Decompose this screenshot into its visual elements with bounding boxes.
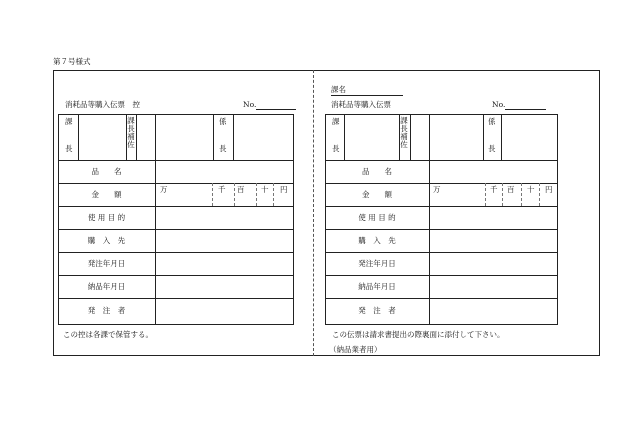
left-no-underline — [256, 109, 296, 110]
right-unit-man: 万 — [433, 185, 441, 194]
left-row-label: 納品年月日 — [87, 282, 126, 291]
right-approval-kacho-bottom: 長 — [332, 144, 340, 153]
right-approval-divider — [410, 114, 411, 160]
right-row-label: 納品年月日 — [358, 282, 396, 291]
left-row-label: 使 用 目 的 — [87, 213, 126, 222]
left-unit-man: 万 — [160, 185, 168, 194]
right-unit-hyaku: 百 — [507, 185, 515, 194]
left-amount-divider — [212, 183, 213, 206]
left-no-label: No. — [243, 100, 257, 109]
right-row-line — [325, 183, 558, 184]
right-row-line — [325, 206, 558, 207]
right-amount-divider — [521, 183, 522, 206]
left-approval-divider — [213, 114, 214, 160]
right-note: この伝票は請求書提出の際裏面に添付して下さい。 — [332, 330, 505, 339]
left-approval-divider — [78, 114, 79, 160]
left-approval-kacho-bottom: 長 — [65, 144, 73, 153]
right-dept-underline — [331, 95, 403, 96]
right-approval-kacho-top: 課 — [332, 117, 340, 126]
left-note: この控は各課で保管する。 — [63, 330, 153, 339]
right-approval-divider — [483, 114, 484, 160]
left-row-line — [58, 252, 294, 253]
right-unit-ju: 十 — [527, 185, 535, 194]
left-row-line — [58, 183, 294, 184]
left-amount-divider — [256, 183, 257, 206]
left-title: 消耗品等購入伝票 控 — [65, 100, 140, 109]
right-row-line — [325, 275, 558, 276]
right-row-line — [325, 252, 558, 253]
left-unit-sen: 千 — [218, 185, 226, 194]
right-approval-divider — [344, 114, 345, 160]
left-label-column-divider — [155, 114, 156, 325]
right-approval-kakari-bottom: 長 — [488, 144, 496, 153]
left-amount-divider — [234, 183, 235, 206]
right-title: 消耗品等購入伝票 — [331, 100, 391, 109]
right-amount-divider — [502, 183, 503, 206]
form-number: 第７号様式 — [53, 57, 91, 66]
right-no-label: No. — [492, 100, 506, 109]
left-approval-divider — [233, 114, 234, 160]
left-row-label: 金 額 — [91, 190, 122, 199]
left-row-line — [58, 298, 294, 299]
right-row-label: 購 入 先 — [358, 236, 396, 245]
right-row-line — [325, 298, 558, 299]
left-approval-kacho-top: 課 — [65, 117, 73, 126]
left-unit-en: 円 — [280, 185, 288, 194]
right-approval-hosa: 課長補佐 — [400, 116, 408, 149]
left-row-label: 購 入 先 — [87, 236, 126, 245]
right-note-vendor: （納品業者用） — [329, 345, 382, 354]
left-amount-divider — [273, 183, 274, 206]
left-row-line — [58, 275, 294, 276]
right-row-label: 発注年月日 — [358, 259, 396, 268]
right-unit-en: 円 — [545, 185, 553, 194]
left-row-line — [58, 206, 294, 207]
right-label-column-divider — [429, 114, 430, 325]
left-approval-divider — [136, 114, 137, 160]
right-row-label: 使 用 目 的 — [358, 213, 396, 222]
right-row-label: 発 注 者 — [358, 306, 396, 315]
left-unit-ju: 十 — [261, 185, 269, 194]
right-approval-divider — [501, 114, 502, 160]
right-amount-divider — [485, 183, 486, 206]
right-row-line — [325, 160, 558, 161]
left-row-line — [58, 160, 294, 161]
right-unit-sen: 千 — [490, 185, 498, 194]
right-dept-label: 課名 — [331, 85, 346, 94]
right-row-label: 品 名 — [362, 167, 392, 176]
left-row-label: 発 注 者 — [87, 306, 126, 315]
left-unit-hyaku: 百 — [237, 185, 245, 194]
right-row-line — [325, 229, 558, 230]
left-row-label: 品 名 — [91, 167, 122, 176]
cut-line — [313, 70, 314, 356]
left-approval-kakari-top: 係 — [219, 117, 227, 126]
left-row-label: 発注年月日 — [87, 259, 126, 268]
left-approval-kakari-bottom: 長 — [219, 144, 227, 153]
right-row-label: 金 額 — [362, 190, 392, 199]
left-row-line — [58, 229, 294, 230]
right-amount-divider — [539, 183, 540, 206]
right-no-underline — [505, 109, 546, 110]
right-approval-kakari-top: 係 — [488, 117, 496, 126]
left-approval-hosa: 課長補佐 — [127, 116, 135, 149]
